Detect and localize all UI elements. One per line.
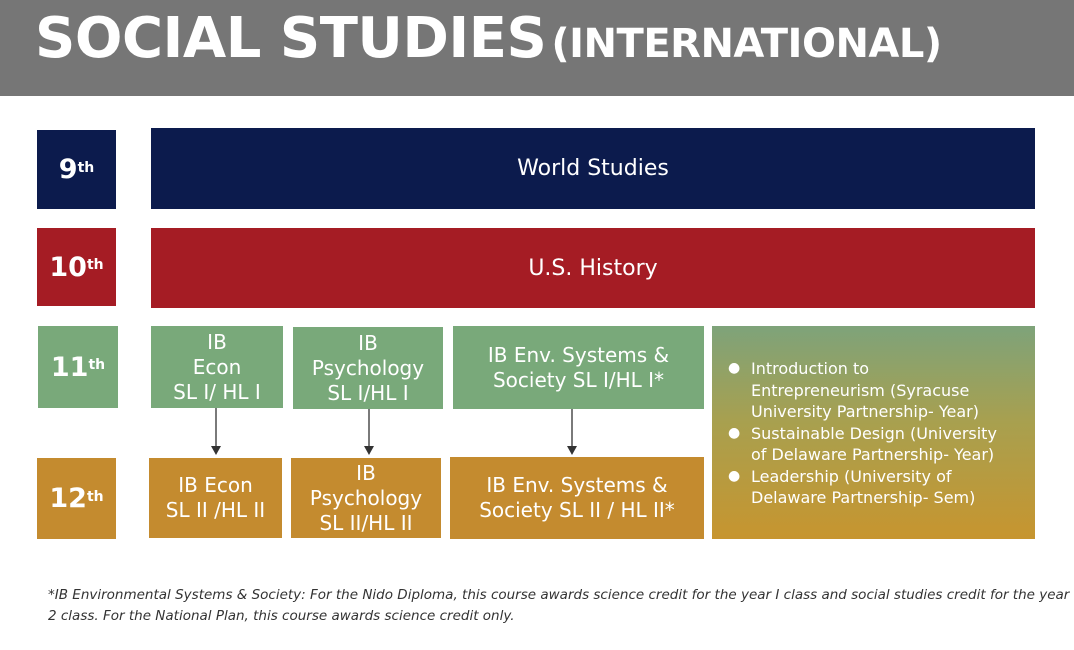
elective-line: Leadership (University of [751, 466, 952, 486]
course-ib-psychology-1 [293, 327, 443, 409]
course-line: IB [356, 460, 376, 485]
grade-10-suffix: th [86, 257, 104, 273]
grade-10-label [37, 228, 116, 306]
grade-9-number: 9 [58, 154, 78, 185]
course-ib-ess-2 [450, 457, 704, 539]
course-line: IB Econ [178, 473, 253, 497]
elective-line: Entrepreneurism (Syracuse [751, 380, 970, 400]
us-history-label: U.S. History [528, 255, 658, 281]
course-line: SL I/ HL I [173, 379, 261, 404]
grade-12-number: 12 [49, 483, 87, 514]
grade-11-number: 11 [50, 351, 89, 383]
bullet-icon: ● [728, 424, 741, 441]
elective-line: Delaware Partnership- Sem) [751, 488, 976, 507]
electives-box [712, 326, 1035, 539]
grade-12-label [37, 458, 116, 539]
electives-list [726, 358, 1019, 509]
footnote-line-1: *IB Environmental Systems & Society: For the Nido Diploma, this course awards science credit for the year I class and social studies credit for the year [48, 587, 1070, 603]
elective-line: Sustainable Design (University [751, 423, 997, 443]
course-line: Econ [192, 354, 242, 379]
course-line: IB Env. Systems & [487, 342, 670, 367]
course-line: Society SL I/HL I* [492, 367, 665, 392]
arrow-econ [206, 408, 226, 458]
grade-11-label [38, 326, 118, 408]
course-line: Psychology [311, 355, 425, 380]
title-banner [0, 0, 1074, 96]
course-us-history [151, 228, 1035, 308]
grade-9-label [37, 130, 116, 209]
elective-line: Introduction to [751, 359, 870, 378]
arrow-ess [562, 409, 582, 458]
course-line: SL II /HL II [165, 498, 266, 522]
course-line: Psychology [309, 485, 423, 510]
footnote [48, 585, 1070, 627]
elective-item [726, 466, 1019, 509]
course-line: Society SL II / HL II* [479, 498, 675, 522]
course-line: SL I/HL I [327, 380, 409, 405]
grade-9-suffix: th [77, 159, 95, 176]
course-line: IB [207, 329, 227, 354]
arrow-psychology [359, 409, 379, 458]
course-line: SL II/HL II [319, 510, 413, 535]
title-sub: (INTERNATIONAL) [551, 21, 942, 67]
course-line: IB [358, 330, 378, 355]
course-ib-econ-2 [149, 458, 282, 538]
grade-11-suffix: th [88, 357, 106, 373]
course-line: IB Env. Systems & [486, 473, 668, 497]
footnote-line-2: 2 class. For the National Plan, this course awards science credit only. [48, 608, 515, 624]
elective-item [726, 423, 1019, 466]
elective-line: University Partnership- Year) [751, 402, 979, 421]
world-studies-label: World Studies [517, 156, 669, 181]
grade-12-suffix: th [86, 488, 104, 505]
page-title [35, 6, 942, 71]
elective-line: of Delaware Partnership- Year) [751, 445, 995, 464]
course-world-studies [151, 128, 1035, 209]
bullet-icon: ● [728, 467, 741, 484]
course-ib-psychology-2 [291, 458, 441, 538]
course-ib-ess-1 [453, 326, 704, 409]
grade-10-number: 10 [49, 251, 87, 283]
course-ib-econ-1 [151, 326, 283, 408]
bullet-icon: ● [728, 360, 741, 376]
title-main: SOCIAL STUDIES [35, 6, 547, 71]
elective-item [726, 358, 1019, 423]
